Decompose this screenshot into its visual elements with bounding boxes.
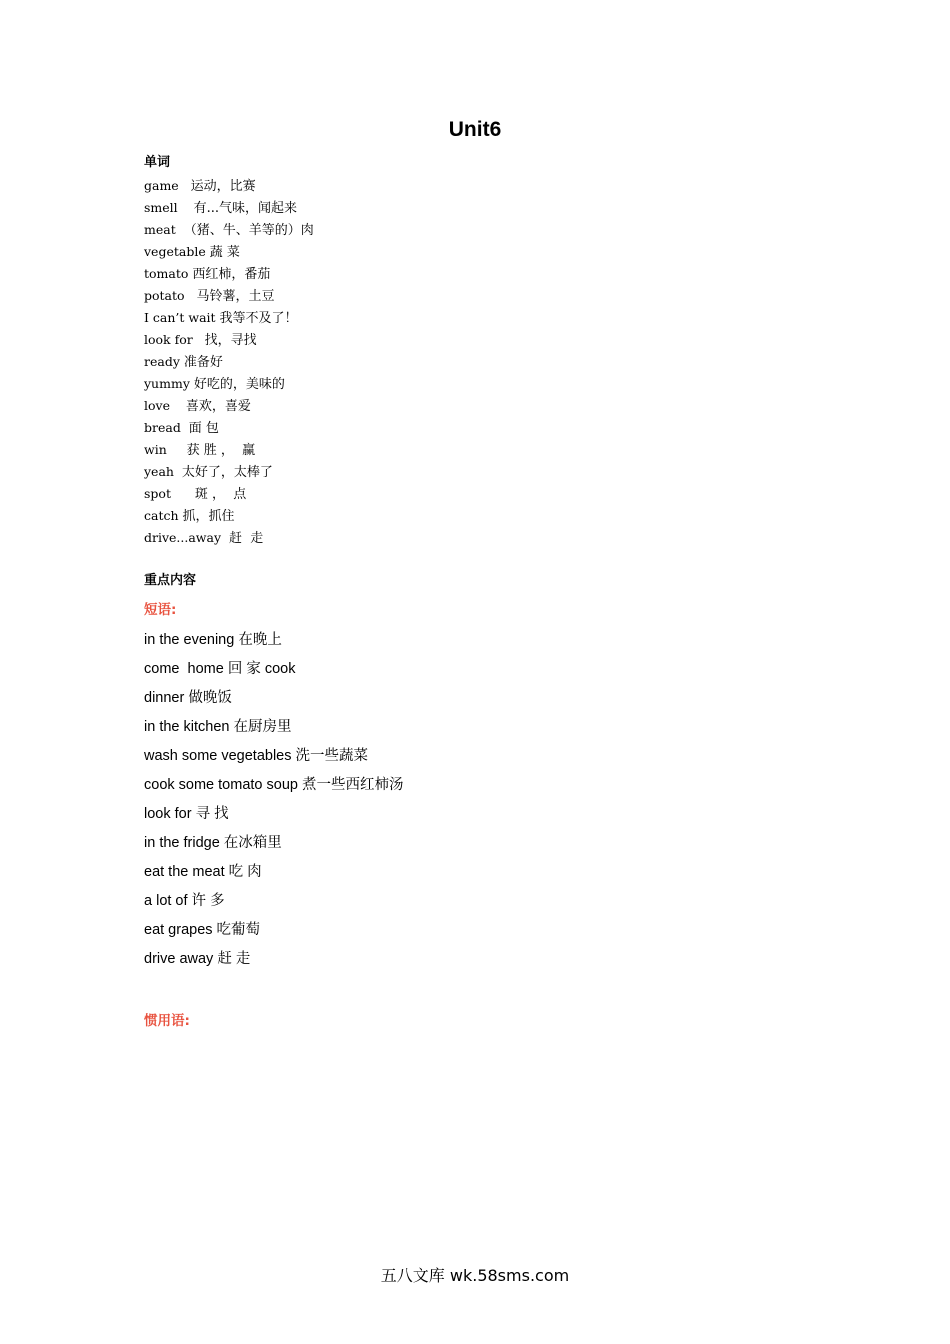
vocab-row: [144, 307, 644, 329]
vocab-gap: [221, 530, 229, 545]
idioms-heading: 惯用语:: [144, 1013, 190, 1029]
vocab-gap: [185, 288, 197, 303]
vocab-gap: [170, 398, 186, 413]
vocab-row: [144, 329, 644, 351]
vocab-row: [144, 417, 644, 439]
vocab-word: drive...away: [144, 530, 222, 545]
vocab-meaning: 蔬 菜: [209, 245, 240, 260]
vocab-word: bread: [144, 420, 181, 435]
vocab-word: tomato: [144, 266, 189, 281]
vocab-meaning: 准备好: [183, 355, 223, 370]
vocab-gap: [178, 200, 194, 215]
vocab-meaning: 西红柿，番茄: [192, 267, 271, 282]
vocab-gap: [167, 442, 187, 457]
footer-watermark: 五八文库 wk.58sms.com: [380, 1266, 570, 1285]
phrase-item: cook some tomato soup 煮一些西红柿汤: [144, 777, 404, 793]
phrase-item: eat the meat 吃 肉: [144, 864, 262, 880]
vocab-meaning: 获 胜 ， 赢: [186, 443, 256, 458]
vocab-meaning: （猪、牛、羊等的）肉: [183, 223, 314, 238]
vocab-gap: [176, 222, 184, 237]
vocab-meaning: 运动，比赛: [190, 179, 256, 194]
vocab-word: yummy: [144, 376, 190, 391]
vocab-word: yeah: [144, 464, 174, 479]
vocab-meaning: 太好了，太棒了: [181, 465, 273, 480]
vocab-row: [144, 395, 644, 417]
phrase-item: eat grapes 吃葡萄: [144, 922, 261, 938]
vocab-meaning: 喜欢，喜爱: [185, 399, 251, 414]
vocab-word: look for: [144, 332, 193, 347]
vocab-meaning: 面 包: [188, 421, 219, 436]
phrase-item: wash some vegetables 洗一些蔬菜: [144, 748, 369, 764]
vocab-word: vegetable: [144, 244, 206, 259]
page-title: Unit6: [448, 118, 502, 141]
phrase-item: look for 寻 找: [144, 806, 229, 822]
phrase-item: a lot of 许 多: [144, 893, 225, 909]
vocab-word: I can’t wait: [144, 310, 216, 325]
vocab-heading: 单词: [144, 155, 171, 170]
vocab-gap: [179, 178, 191, 193]
vocab-gap: [181, 420, 189, 435]
vocab-row: [144, 241, 644, 263]
vocab-word: meat: [144, 222, 176, 237]
vocab-row: [144, 219, 644, 241]
vocab-meaning: 马铃薯，土豆: [196, 289, 275, 304]
vocab-word: win: [144, 442, 167, 457]
vocab-word: game: [144, 178, 179, 193]
phrase-item: in the kitchen 在厨房里: [144, 719, 292, 735]
vocab-list: [144, 175, 644, 549]
vocab-row: [144, 373, 644, 395]
vocab-meaning: 斑 ， 点: [194, 487, 247, 502]
phrase-item: in the fridge 在冰箱里: [144, 835, 282, 851]
vocab-word: spot: [144, 486, 171, 501]
vocab-row: [144, 483, 644, 505]
vocab-word: love: [144, 398, 170, 413]
phrase-item: in the evening 在晚上: [144, 632, 282, 648]
vocab-row: [144, 285, 644, 307]
vocab-word: potato: [144, 288, 185, 303]
vocab-row: [144, 197, 644, 219]
vocab-gap: [174, 464, 182, 479]
vocab-word: ready: [144, 354, 180, 369]
vocab-row: [144, 351, 644, 373]
vocab-row: [144, 175, 644, 197]
vocab-meaning: 赶 走: [228, 531, 264, 546]
vocab-row: [144, 505, 644, 527]
vocab-word: smell: [144, 200, 178, 215]
vocab-meaning: 抓，抓住: [182, 509, 235, 524]
vocab-row: [144, 461, 644, 483]
phrase-item: dinner 做晚饭: [144, 690, 232, 706]
phrase-list: [144, 626, 744, 974]
vocab-row: [144, 439, 644, 461]
vocab-row: [144, 263, 644, 285]
phrase-item: come home 回 家 cook: [144, 661, 296, 677]
phrases-heading: 短语:: [144, 602, 177, 618]
vocab-gap: [171, 486, 195, 501]
phrase-item: drive away 赶 走: [144, 951, 251, 967]
vocab-meaning: 好吃的，美味的: [193, 377, 285, 392]
vocab-meaning: 我等不及了！: [219, 311, 298, 326]
key-content-heading: 重点内容: [144, 573, 197, 588]
vocab-word: catch: [144, 508, 179, 523]
vocab-row: [144, 527, 644, 549]
vocab-meaning: 有...气味，闻起来: [193, 201, 297, 216]
vocab-gap: [193, 332, 205, 347]
vocab-meaning: 找，寻找: [204, 333, 257, 348]
